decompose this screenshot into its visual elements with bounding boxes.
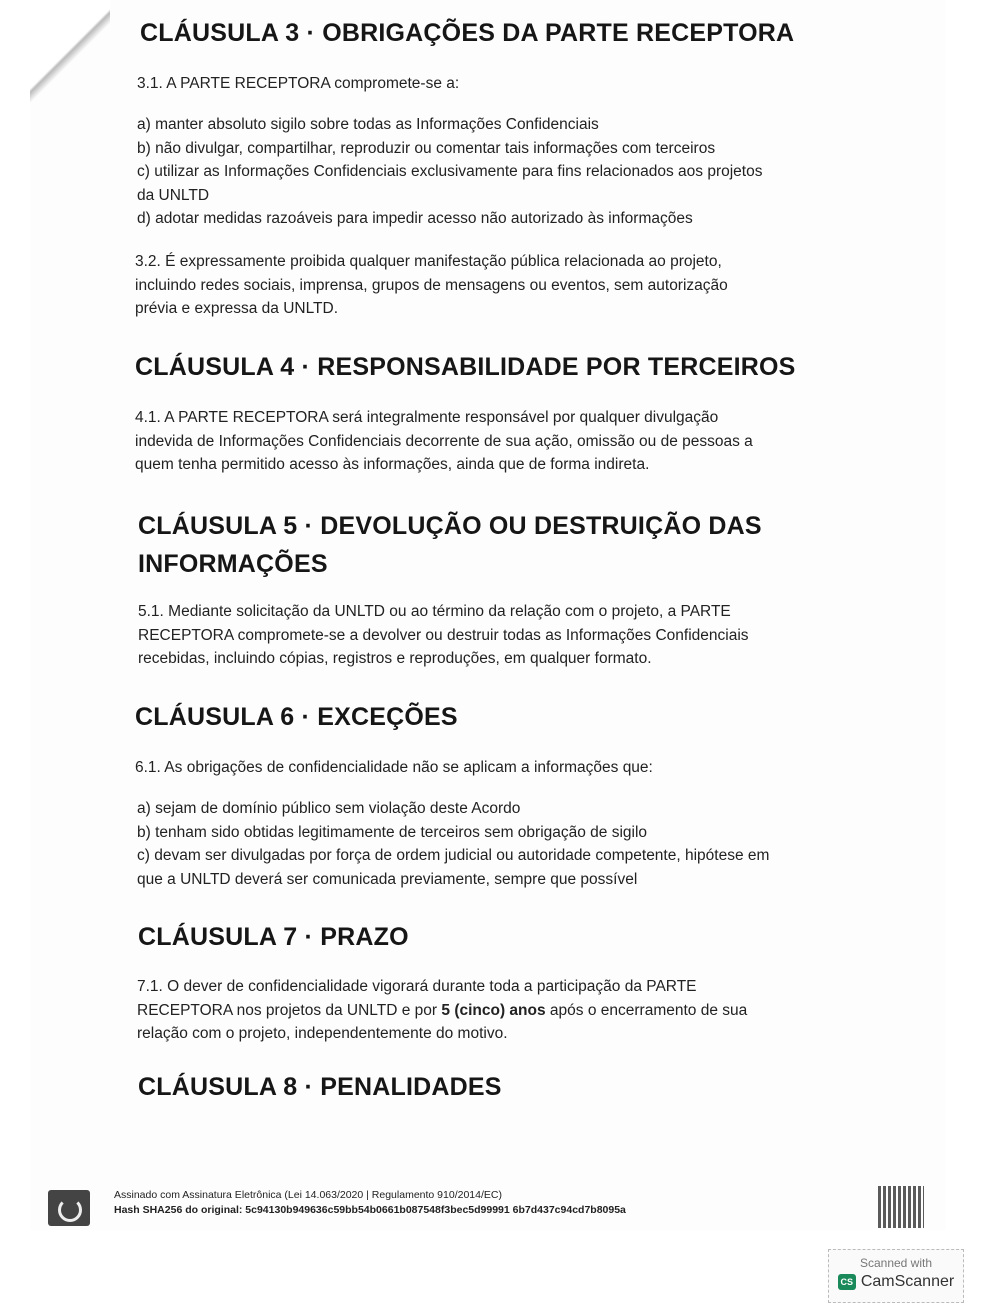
clause-text: relação com o projeto, independentemente do motivo. [137,1025,508,1042]
hash-line: Hash SHA256 do original: 5c94130b949636c59bb54b0661b087548f3bec5d99991 6b7d437c94cd7b8095a [114,1204,626,1216]
clause-text [137,999,747,1023]
clause-text: 7.1. O dever de confidencialidade vigorará durante toda a participação da PARTE [137,978,697,995]
clause-text: 6.1. As obrigações de confidencialidade não se aplicam a informações que: [135,759,653,776]
list-item: c) devam ser divulgadas por força de ordem judicial ou autoridade competente, hipótese em [137,847,770,864]
list-item: b) não divulgar, compartilhar, reproduzir ou comentar tais informações com terceiros [137,139,716,157]
text-span: RECEPTORA nos projetos da UNLTD e por [137,1001,442,1019]
signature-logo-icon [48,1190,90,1226]
clause-6-items [137,797,769,891]
clause-5-1 [138,600,749,671]
clause-text: 3.1. A PARTE RECEPTORA compromete-se a: [137,75,460,92]
signature-footer [44,1182,944,1230]
clause-7-1 [137,975,747,1046]
clause-text: recebidas, incluindo cópias, registros e reproduções, em qualquer formato. [138,650,652,667]
list-item: a) manter absoluto sigilo sobre todas as Informações Confidenciais [137,116,599,133]
clause-text: 4.1. A PARTE RECEPTORA será integralmente responsável por qualquer divulgação [135,409,719,426]
clause-3-title: CLÁUSULA 3 · OBRIGAÇÕES DA PARTE RECEPTORA [140,19,795,47]
clause-5-title-line: CLÁUSULA 5 · DEVOLUÇÃO OU DESTRUIÇÃO DAS [138,512,762,540]
clause-3-items [137,113,762,231]
qr-code-icon [878,1186,924,1228]
clause-4-title: CLÁUSULA 4 · RESPONSABILIDADE POR TERCEIROS [135,353,796,381]
list-item: b) tenham sido obtidas legitimamente de terceiros sem obrigação de sigilo [137,823,648,841]
folded-corner [30,0,110,105]
clause-4-1 [135,406,753,477]
camscanner-watermark [828,1249,964,1303]
clause-6-title: CLÁUSULA 6 · EXCEÇÕES [135,703,458,731]
signature-text [114,1188,626,1224]
bold-term: 5 (cinco) anos [441,1001,546,1019]
camscanner-logo-icon: CS [838,1274,856,1290]
list-item: da UNLTD [137,186,210,204]
cut-off-line [114,1218,626,1224]
list-item: a) sejam de domínio público sem violação deste Acordo [137,800,521,817]
clause-text: prévia e expressa da UNLTD. [135,300,339,317]
scanned-with-label: Scanned with [859,1256,933,1270]
clause-text: incluindo redes sociais, imprensa, grupos de mensagens ou eventos, sem autorização [135,276,728,294]
clause-text: indevida de Informações Confidenciais decorrente de sua ação, omissão ou de pessoas a [135,432,753,450]
clause-text: 5.1. Mediante solicitação da UNLTD ou ao término da relação com o projeto, a PARTE [138,603,731,620]
clause-text: 3.2. É expressamente proibida qualquer manifestação pública relacionada ao projeto, [135,253,722,270]
clause-3-1 [137,72,459,96]
clause-3-2 [135,250,728,321]
clause-8-title: CLÁUSULA 8 · PENALIDADES [138,1073,502,1101]
clause-7-title: CLÁUSULA 7 · PRAZO [138,923,409,951]
camscanner-label: CamScanner [860,1273,955,1290]
list-item: d) adotar medidas razoáveis para impedir acesso não autorizado às informações [137,210,693,227]
text-span: após o encerramento de sua [545,1001,748,1019]
camscanner-brand [829,1273,963,1291]
clause-5-title-line: INFORMAÇÕES [138,550,328,578]
list-item: que a UNLTD deverá ser comunicada previamente, sempre que possível [137,870,638,888]
signature-line: Assinado com Assinatura Eletrônica (Lei 14.063/2020 | Regulamento 910/2014/EC) [114,1189,502,1201]
clause-text: quem tenha permitido acesso às informações, ainda que de forma indireta. [135,456,650,473]
clause-text: RECEPTORA compromete-se a devolver ou destruir todas as Informações Confidenciais [138,626,749,644]
clause-5-title [138,507,762,583]
clause-6-1 [135,756,653,780]
list-item: c) utilizar as Informações Confidenciais exclusivamente para fins relacionados aos projetos [137,163,763,180]
